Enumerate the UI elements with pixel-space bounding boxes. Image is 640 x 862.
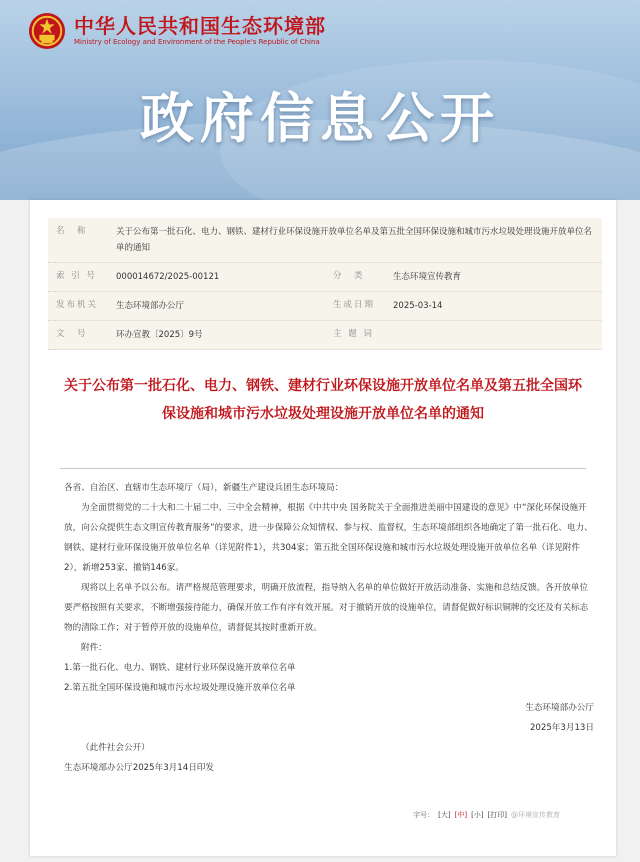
watermark: @环境宣传教育 — [511, 811, 560, 819]
docno-value: 环办宣教〔2025〕9号 — [116, 330, 203, 340]
index-value: 000014672/2025-00121 — [116, 272, 220, 282]
document-title: 关于公布第一批石化、电力、钢铁、建材行业环保设施开放单位名单及第五批全国环保设施和城市污水垃圾处理设施开放单位名单的通知 — [64, 378, 582, 422]
document-body — [64, 478, 594, 778]
font-size-label: 字号： — [413, 811, 435, 819]
sign-date: 2025年3月13日 — [529, 723, 594, 733]
title-divider — [60, 468, 586, 469]
metadata-table — [48, 218, 602, 350]
attachments-label: 附件： — [81, 643, 107, 653]
name-label: 名 称 — [56, 226, 88, 236]
ministry-name-english: Ministry of Ecology and Environment of the People's Republic of China — [74, 38, 320, 46]
font-medium-button[interactable]: [中] — [454, 811, 468, 819]
national-emblem-icon — [28, 12, 66, 50]
font-small-button[interactable]: [小] — [471, 811, 484, 819]
keywords-label: 主 题 词 — [333, 329, 374, 339]
print-note: 生态环境部办公厅2025年3月14日印发 — [64, 763, 214, 773]
category-value: 生态环境宣传教育 — [393, 272, 462, 282]
index-label: 索 引 号 — [56, 271, 97, 281]
paragraph: 为全面贯彻党的二十大和二十届二中、三中全会精神，根据《中共中央 国务院关于全面推进美丽中国建设的意见》中“深化环保设施开放，向公众提供生态文明宣传教育服务”的要求，进一步保障公众知情权、参与权、监督权，生态环境部组织各地确定了第一批石化、电力、钢铁、建材行业环保设施开放单位名单（详见附件1），共304家；第五批全国环保设施和城市污水垃圾处理设施开放单位名单（详见附件2），新增253家、撤销146家。 — [64, 503, 593, 573]
date-value: 2025-03-14 — [393, 301, 443, 311]
font-large-button[interactable]: [大] — [438, 811, 451, 819]
docno-label: 文 号 — [56, 329, 88, 339]
keywords-value — [389, 321, 602, 349]
metadata-row-index — [48, 263, 602, 292]
attachment-link-2[interactable]: 2.第五批全国环保设施和城市污水垃圾处理设施开放单位名单 — [64, 683, 296, 693]
banner — [0, 0, 640, 200]
issuer-value: 生态环境部办公厅 — [116, 301, 185, 311]
paragraph: 现将以上名单予以公布。请严格规范管理要求，明确开放流程，指导纳入名单的单位做好开放活动准备、实施和总结反馈。各开放单位要严格按照有关要求，不断增强接待能力，确保开放工作有序有效开展。对于撤销开放的设施单位，请督促做好标识铜牌的交还及有关标志物的清除工作；对于暂停开放的设施单位，请督促其按时重新开放。 — [64, 583, 589, 633]
salutation: 各省、自治区、直辖市生态环境厅（局），新疆生产建设兵团生态环境局： — [64, 483, 344, 493]
metadata-row-issuer — [48, 292, 602, 321]
document-card — [30, 200, 616, 856]
site-logo[interactable] — [28, 12, 326, 50]
category-label: 分 类 — [333, 271, 365, 281]
banner-title: 政府信息公开 — [140, 87, 500, 150]
ministry-name: 中华人民共和国生态环境部 — [74, 14, 326, 38]
public-note: （此件社会公开） — [81, 743, 150, 753]
issuer-label: 发布机关 — [56, 300, 99, 310]
date-label: 生成日期 — [333, 300, 376, 310]
attachment-link-1[interactable]: 1.第一批石化、电力、钢铁、建材行业环保设施开放单位名单 — [64, 663, 296, 673]
print-button[interactable]: [打印] — [487, 811, 507, 819]
metadata-row-name — [48, 218, 602, 263]
signer: 生态环境部办公厅 — [525, 703, 594, 713]
page-tools — [413, 810, 560, 820]
metadata-row-docno — [48, 321, 602, 350]
name-value: 关于公布第一批石化、电力、钢铁、建材行业环保设施开放单位名单及第五批全国环保设施和城市污水垃圾处理设施开放单位名单的通知 — [116, 227, 593, 253]
